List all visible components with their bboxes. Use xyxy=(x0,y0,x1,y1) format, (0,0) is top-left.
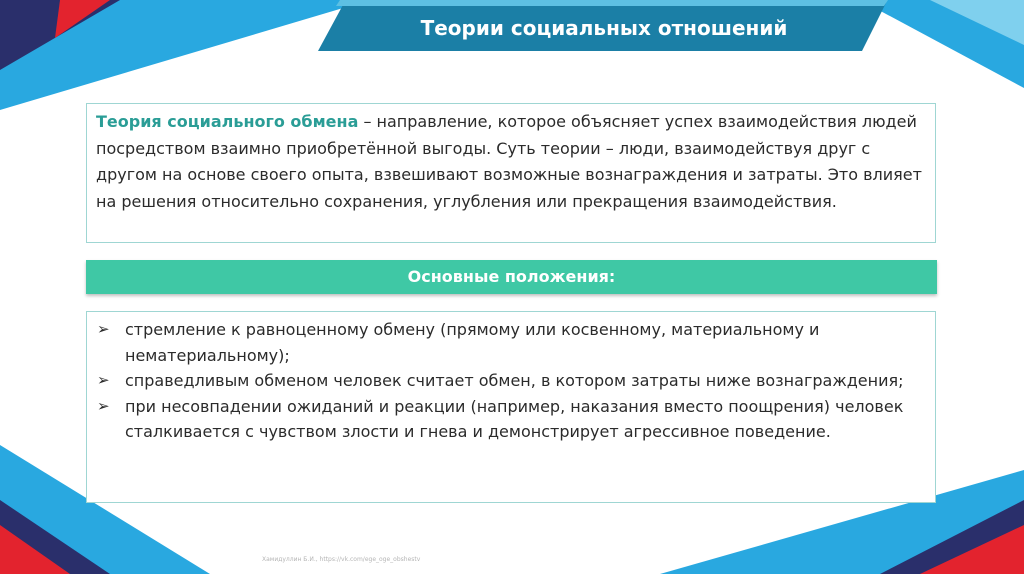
arrow-bullet-icon: ➢ xyxy=(97,396,110,415)
list-item xyxy=(95,368,927,394)
list-item-text: справедливым обменом человек считает обмен, в котором затраты ниже вознаграждения; xyxy=(125,371,904,390)
key-points-box xyxy=(86,311,936,503)
key-points-list xyxy=(95,317,927,445)
arrow-bullet-icon: ➢ xyxy=(97,371,110,389)
arrow-bullet-icon: ➢ xyxy=(97,320,110,338)
list-item-text: стремление к равноценному обмену (прямому или косвенному, материальному и нематериальному); xyxy=(125,320,820,365)
footer-credit: Хамидуллин Б.И., https://vk.com/ege_oge_obshestv xyxy=(262,556,421,563)
list-item xyxy=(95,394,927,445)
list-item xyxy=(95,317,927,368)
list-item-text: при несовпадении ожиданий и реакции (например, наказания вместо поощрения) человек сталкивается с чувством злости и гнева и демонстрирует агрессивное поведение. xyxy=(125,396,904,441)
slide-title: Теории социальных отношений xyxy=(420,16,788,40)
section-header: Основные положения: xyxy=(86,260,937,294)
definition-box xyxy=(86,103,936,243)
definition-term: Теория социального обмена xyxy=(96,112,359,131)
definition-text: – направление, которое объясняет успех взаимодействия людей посредством взаимно приобретённой выгоды. Суть теории – люди, взаимодействуя друг с другом на основе своего опыта, взвешивают возможные вознаграждения и затраты. Это влияет на решения относительно сохранения, углубления или прекращения взаимодействия. xyxy=(96,112,922,211)
